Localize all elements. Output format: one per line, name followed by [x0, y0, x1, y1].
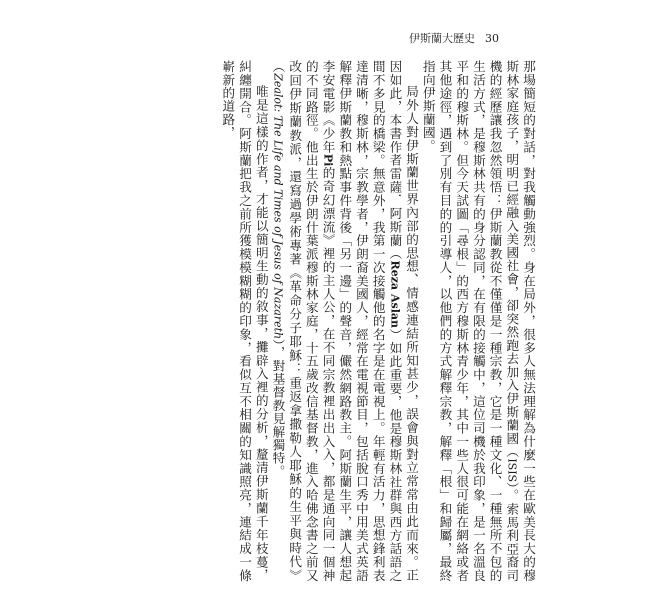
text-run: ）如此重要，他是穆斯林社群與西方話語之間不多見的橋梁。無意外，我第一次接觸他的名字是在電視上。年輕有活力，思想鋒利表達清晰，穆斯林，宗教學者，伊朗裔美國人，經常在電視節目，包括脫口秀中用美式英語解釋伊斯蘭教和熱點事件背後「另一邊」的聲音，儼然網路教主。阿斯蘭生平，讓人想起李安電影《少年 [320, 60, 403, 582]
text-run: 那場簡短的對話，對我觸動強烈。身在局外，很多人無法理解為什麼一些在歐美長大的穆斯林家庭孩子，明明已經融入美國社會，卻突然跑去加入伊斯蘭國（ [504, 60, 536, 582]
text-run: 局外人對伊斯蘭世界內部的思想、情感連結所知甚少，誤會與對立常常由此而來。正因如此，本書作者雷薩．阿斯蘭（ [387, 60, 420, 582]
paragraph [419, 60, 536, 582]
running-header [409, 30, 499, 46]
text-run: ISIS [505, 458, 519, 483]
text-run: 的奇幻漂流》裡的主人公，在不同宗教裡出出入入，都是通向同一個神的不同路徑。他出生於伊朗什葉派穆斯林家庭，十五歲改信基督教，進入哈佛念書之前又改回伊斯蘭教派，還寫過學術專著《革命分子耶穌：重返拿撒勒人耶穌的生平與時代》（ [270, 60, 336, 582]
running-title: 伊斯蘭大歷史 [409, 32, 475, 45]
paragraph [269, 60, 419, 582]
text-run: Pi [321, 153, 335, 167]
body-text [120, 60, 536, 582]
paragraph [219, 60, 269, 582]
text-run: Zealot: The Life and Times of Jesus of Nazareth [271, 73, 285, 340]
text-run: ）。索馬利亞裔司機的經歷讓我忽然領悟：伊斯蘭教從不僅僅是一種宗教，它是一種文化、一種無所不包的生活方式，是穆斯林共有的身分認同，在有限的接觸中，這位司機於我印象，是一名溫良平和的穆斯林。但今天試圖「尋根」的西方穆斯林青少年，其中一些人很可能在網絡或者其他途徑，遇到了別有目的的引導人，以他們的方式解釋宗教，解釋「根」和歸屬，最終指向伊斯蘭國。 [420, 60, 520, 582]
page-number: 30 [485, 32, 499, 45]
text-run: ），對基督教見解獨特。 [270, 339, 286, 479]
text-run: 唯是這樣的作者，才能以簡明生動的敘事，攤辟入裡的分析，釐清伊斯蘭千年枝蔓，糾纏開合。阿斯蘭把我之前所獲模模糊糊的印象，看似互不相關的知識照亮，連結成一條嶄新的道路， [220, 60, 269, 582]
text-run: Reza Aslan [388, 260, 402, 329]
